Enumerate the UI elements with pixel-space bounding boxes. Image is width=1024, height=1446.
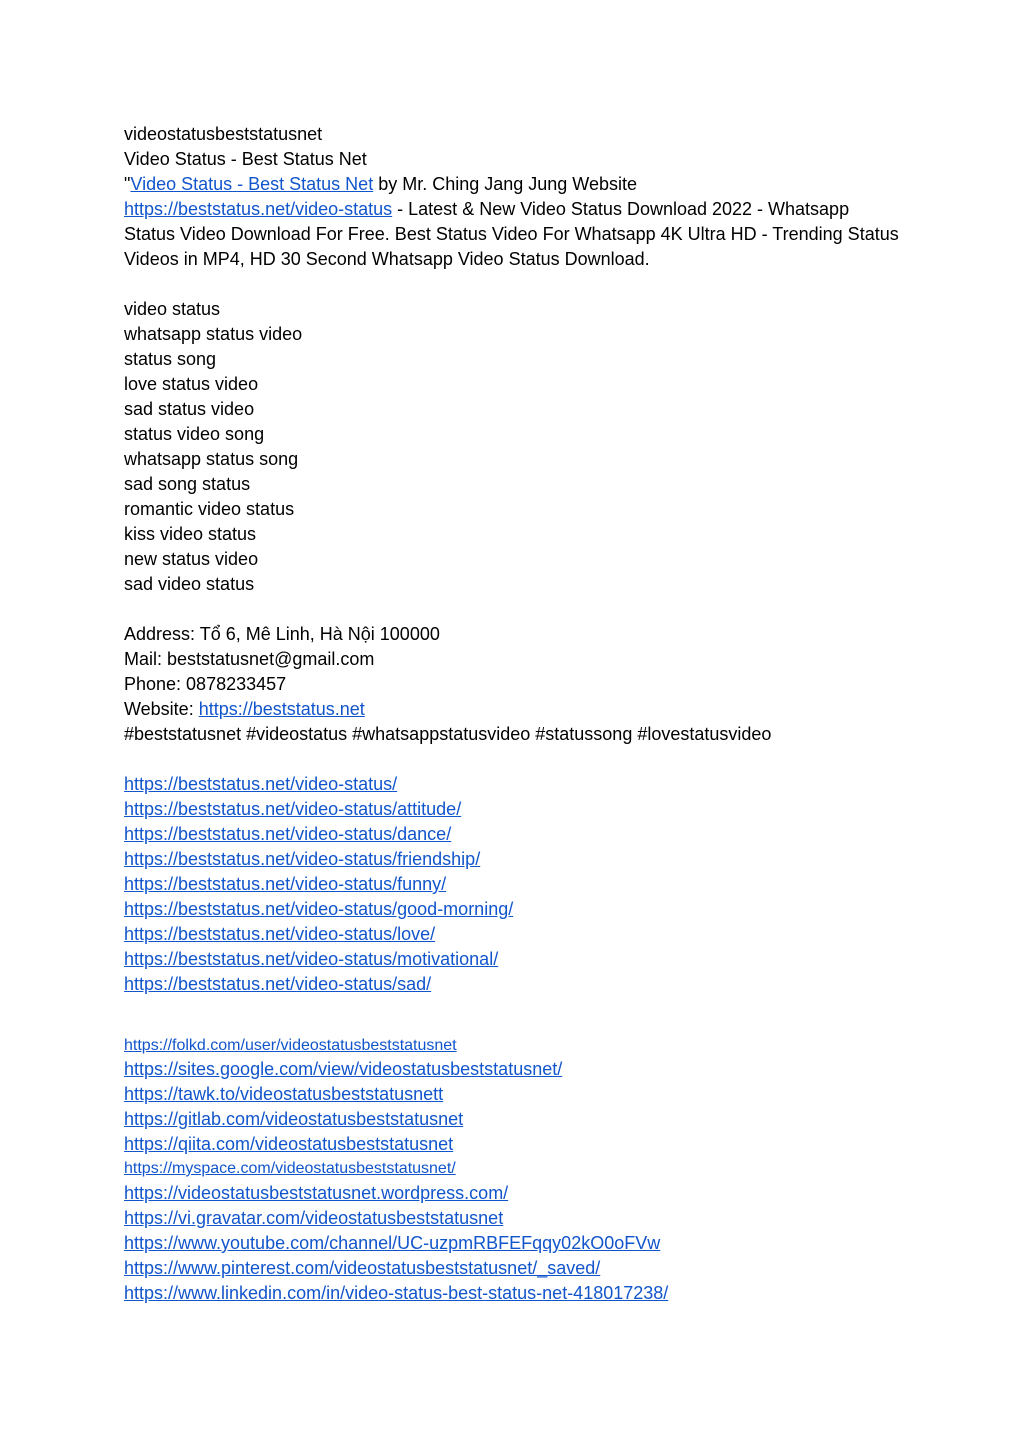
website-link[interactable]: https://beststatus.net — [198, 699, 365, 719]
keyword-item: sad status video — [124, 399, 255, 419]
description-text: - Latest & New Video Status Download 2022 - Whatsapp Status Video Download For Free. Best Status Video For Whatsapp 4K Ultra HD - Trending Status Videos in MP4, HD 30 Second Whatsapp Video Status Download. — [124, 199, 899, 269]
keyword-item: status video song — [124, 424, 265, 444]
intro-description — [124, 197, 904, 272]
keyword-item: sad video status — [124, 574, 255, 594]
profile-link-tawk[interactable]: https://tawk.to/videostatusbeststatusnett — [124, 1084, 444, 1104]
keyword-item: love status video — [124, 374, 259, 394]
spacer — [124, 747, 904, 772]
keyword-item: sad song status — [124, 474, 251, 494]
website-line — [124, 697, 904, 722]
spacer — [124, 272, 904, 297]
category-link[interactable]: https://beststatus.net/video-status/dance/ — [124, 824, 452, 844]
keyword-list — [124, 297, 904, 597]
keyword-item: whatsapp status song — [124, 449, 299, 469]
profile-link-google-sites[interactable]: https://sites.google.com/view/videostatusbeststatusnet/ — [124, 1059, 563, 1079]
video-status-link[interactable]: https://beststatus.net/video-status — [124, 199, 393, 219]
keyword-item: whatsapp status video — [124, 324, 303, 344]
category-link[interactable]: https://beststatus.net/video-status/love/ — [124, 924, 436, 944]
keyword-item: video status — [124, 299, 221, 319]
keyword-item: new status video — [124, 549, 259, 569]
profile-link-list — [124, 1035, 904, 1306]
profile-link-gravatar[interactable]: https://vi.gravatar.com/videostatusbeststatusnet — [124, 1208, 504, 1228]
page-title: Video Status - Best Status Net — [124, 149, 367, 169]
keyword-item: status song — [124, 349, 217, 369]
intro-line — [124, 172, 904, 197]
profile-link-linkedin[interactable]: https://www.linkedin.com/in/video-status-best-status-net-418017238/ — [124, 1283, 669, 1303]
title-link[interactable]: Video Status - Best Status Net — [130, 174, 374, 194]
profile-link-myspace[interactable]: https://myspace.com/videostatusbeststatusnet/ — [124, 1160, 456, 1177]
category-link[interactable]: https://beststatus.net/video-status/ — [124, 774, 398, 794]
category-link[interactable]: https://beststatus.net/video-status/attitude/ — [124, 799, 462, 819]
author-text: by Mr. Ching Jang Jung Website — [373, 174, 638, 194]
address-text: Address: Tổ 6, Mê Linh, Hà Nội 100000 — [124, 624, 440, 644]
keyword-item: kiss video status — [124, 524, 257, 544]
document-page — [124, 122, 904, 1306]
category-link-list — [124, 772, 904, 997]
profile-link-gitlab[interactable]: https://gitlab.com/videostatusbeststatusnet — [124, 1109, 464, 1129]
category-link[interactable]: https://beststatus.net/video-status/good-morning/ — [124, 899, 514, 919]
website-label: Website: — [124, 699, 199, 719]
phone-text: Phone: 0878233457 — [124, 674, 287, 694]
contact-block — [124, 622, 904, 747]
spacer — [124, 597, 904, 622]
profile-link-youtube[interactable]: https://www.youtube.com/channel/UC-uzpmRBFEFqqy02kO0oFVw — [124, 1233, 661, 1253]
category-link[interactable]: https://beststatus.net/video-status/funny/ — [124, 874, 447, 894]
hashtags-text: #beststatusnet #videostatus #whatsappstatusvideo #statussong #lovestatusvideo — [124, 724, 772, 744]
category-link[interactable]: https://beststatus.net/video-status/friendship/ — [124, 849, 481, 869]
mail-text: Mail: beststatusnet@gmail.com — [124, 649, 375, 669]
quote-mark: " — [124, 174, 131, 194]
site-id: videostatusbeststatusnet — [124, 124, 323, 144]
profile-link-pinterest[interactable]: https://www.pinterest.com/videostatusbeststatusnet/_saved/ — [124, 1258, 601, 1278]
spacer — [124, 997, 904, 1035]
profile-link-wordpress[interactable]: https://videostatusbeststatusnet.wordpress.com/ — [124, 1183, 509, 1203]
profile-link-folkd[interactable]: https://folkd.com/user/videostatusbeststatusnet — [124, 1037, 457, 1054]
profile-link-qiita[interactable]: https://qiita.com/videostatusbeststatusnet — [124, 1134, 454, 1154]
category-link[interactable]: https://beststatus.net/video-status/sad/ — [124, 974, 432, 994]
category-link[interactable]: https://beststatus.net/video-status/motivational/ — [124, 949, 499, 969]
keyword-item: romantic video status — [124, 499, 295, 519]
